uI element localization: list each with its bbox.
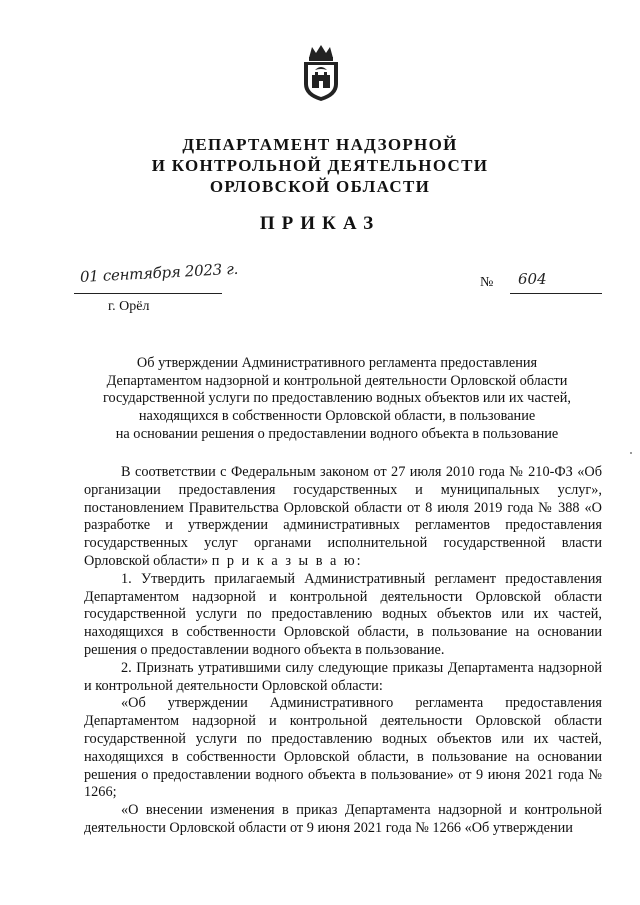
subject-line: находящихся в собственности Орловской области, в пользование <box>138 408 536 425</box>
number-label: № <box>480 275 494 290</box>
item-2b-paragraph: «О внесении изменения в приказ Департамента надзорной и контрольной деятельности Орловской области от 9 июня 2021 года № 1266 «Об утверждении <box>84 802 602 836</box>
subject-line: Об утверждении Административного регламента предоставления <box>136 355 538 371</box>
order-title: ПРИКАЗ <box>259 213 381 234</box>
department-line-2: И КОНТРОЛЬНОЙ ДЕЯТЕЛЬНОСТИ <box>151 156 489 175</box>
handwritten-date: 01 сентября 2023 г. <box>79 259 239 286</box>
intro-paragraph <box>84 464 602 571</box>
handwritten-number: 604 <box>518 270 547 288</box>
orel-region-coat-of-arms-icon <box>301 44 341 102</box>
department-title <box>0 134 640 197</box>
city: г. Орёл <box>108 299 150 314</box>
item-2-paragraph: 2. Признать утратившими силу следующие приказы Департамента надзорной и контрольной деятельности Орловской области: <box>84 659 602 694</box>
item-1-paragraph: 1. Утвердить прилагаемый Административный регламент предоставления Департаментом надзорной и контрольной деятельности Орловской области государственной услуги по предоставлению водных объектов или их частей, находящихся в собственности Орловской области, в пользование на основании решения о предоставлении водного объекта в пользование. <box>84 570 602 658</box>
order-verb: п р и к а з ы в а ю: <box>211 552 363 569</box>
intro-text: В соответствии с Федеральным законом от 27 июля 2010 года № 210-ФЗ «Об организации предоставления государственных и муниципальных услуг», постановлением Правительства Орловской области от 8 июля 2019 года № 388 «О разработке и утверждении административных регламентов предоставления государственных услуг органами исполнительной государственной власти Орловской области» <box>84 464 602 569</box>
item-2a-paragraph: «Об утверждении Административного регламента предоставления Департаментом надзорной и контрольной деятельности Орловской области государственной услуги по предоставлению водных объектов или их частей, находящихся в собственности Орловской области, в пользование на основании решения о предоставлении водного объекта в пользование» от 9 июня 2021 года № 1266; <box>84 695 602 801</box>
subject-line: на основании решения о предоставлении водного объекта в пользование <box>115 425 559 442</box>
department-line-3: ОРЛОВСКОЙ ОБЛАСТИ <box>209 177 431 196</box>
margin-mark <box>630 452 632 454</box>
order-subject <box>72 355 602 444</box>
department-line-1: ДЕПАРТАМЕНТ НАДЗОРНОЙ <box>182 135 458 154</box>
subject-line: Департаментом надзорной и контрольной деятельности Орловской области <box>106 372 568 389</box>
order-body <box>84 464 602 838</box>
subject-line: государственной услуги по предоставлению водных объектов или их частей, <box>103 390 571 407</box>
